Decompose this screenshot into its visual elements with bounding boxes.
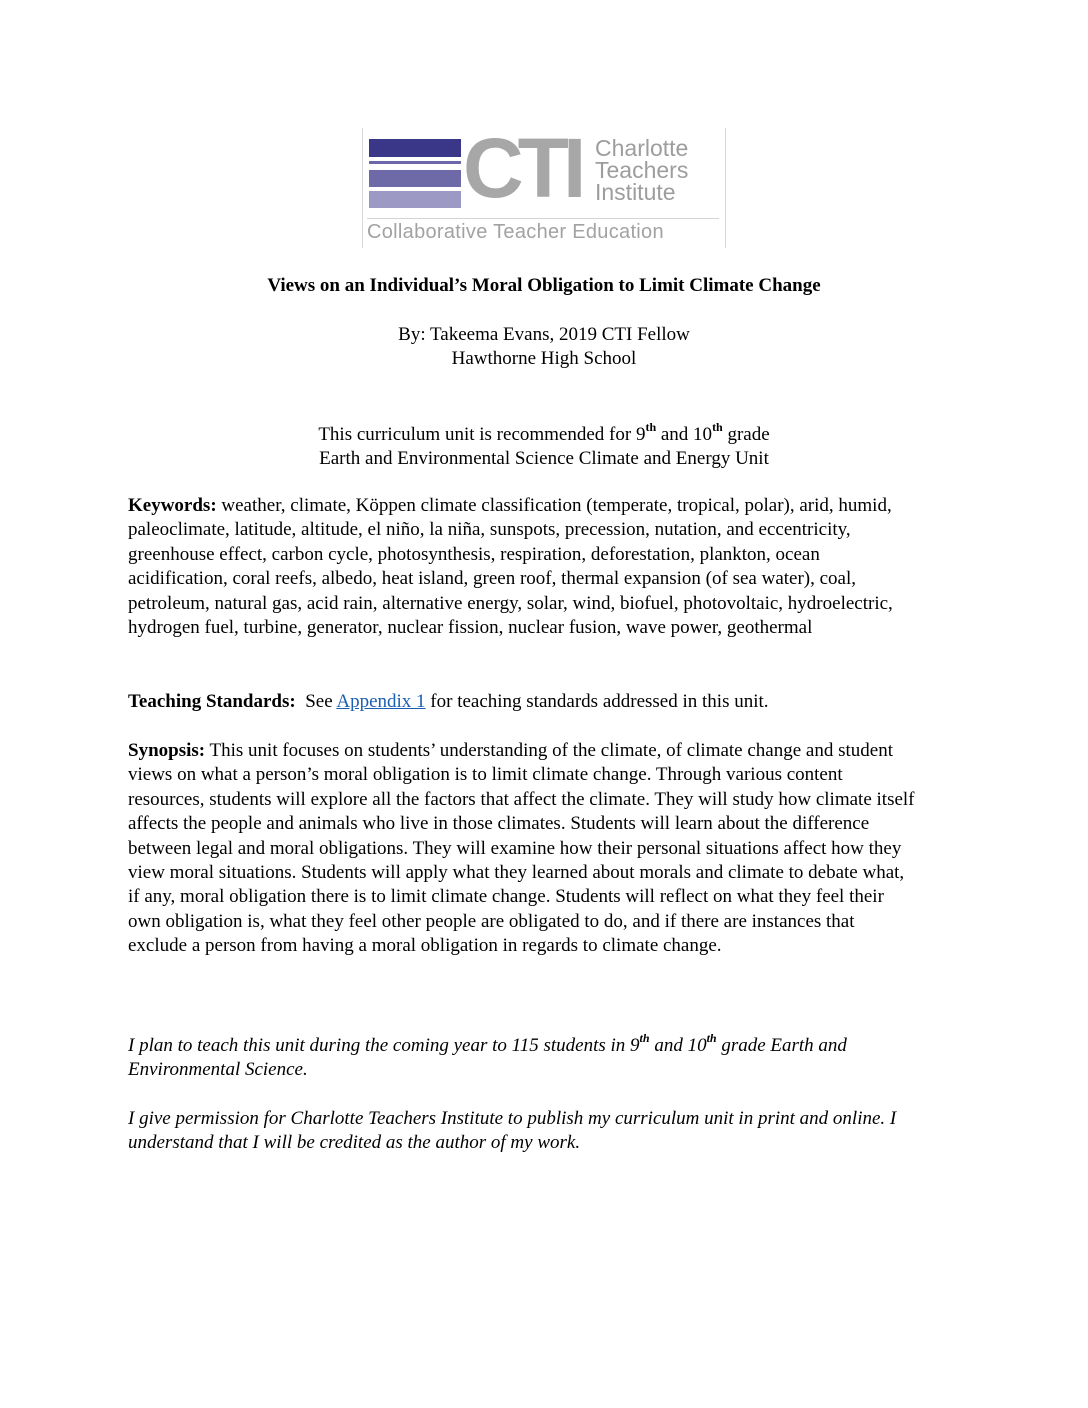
teaching-plan-statement: I plan to teach this unit during the coming year to 115 students in 9th and 10th grade Earth and Environmental Science.: [128, 1030, 847, 1081]
keywords-text: weather, climate, Köppen climate classification (temperate, tropical, polar), arid, humid, paleoclimate, latitude, altitude, el niño, la niña, sunspots, precession, nutation, and eccentricity, greenhouse effect, carbon cycle, photosynthesis, respiration, deforestation, plankton, ocean acidification, coral reefs, albedo, heat island, green roof, thermal expansion (of sea water), coal, petroleum, natural gas, acid rain, alternative energy, solar, wind, biofuel, photovoltaic, hydroelectric, hydrogen fuel, turbine, generator, nuclear fission, nuclear fusion, wave power, geothermal: [128, 495, 893, 639]
keywords-paragraph: [128, 494, 918, 640]
logo-name-line: Charlotte: [595, 135, 689, 161]
appendix-1-link[interactable]: Appendix 1: [336, 691, 426, 712]
byline: [0, 323, 1088, 371]
synopsis-label: Synopsis:: [128, 740, 206, 761]
logo-name-line: Teachers: [595, 157, 689, 183]
keywords-label: Keywords:: [128, 495, 217, 516]
document-title: Views on an Individual’s Moral Obligation to Limit Climate Change: [267, 275, 821, 296]
logo-acronym: CTI: [463, 121, 581, 215]
synopsis-text: This unit focuses on students’ understanding of the climate, of climate change and student views on what a person’s moral obligation is to limit climate change. Through various content resources, students will explore all the factors that affect the climate. They will study how climate itself affects the people and animals who live in those climates. Students will learn about the difference between legal and moral obligations. They will examine how their personal situations affect how they view moral situations. Students will apply what they learned about morals and climate to debate what, if any, moral obligation there is to limit climate change. Students will reflect on what they feel their own obligation is, what they feel other people are obligated to do, and if there are instances that exclude a person from having a moral obligation in regards to climate change.: [128, 740, 915, 957]
logo-stripe: [369, 191, 461, 208]
logo-stripe: [369, 170, 461, 187]
permission-statement: I give permission for Charlotte Teachers Institute to publish my curriculum unit in print and online. I understand that I will be credited as the author of my work.: [128, 1108, 897, 1154]
logo-name-line: Institute: [595, 179, 676, 205]
synopsis-paragraph: [128, 739, 918, 959]
logo-institute-name: [595, 137, 723, 203]
cti-logo: [362, 121, 726, 248]
logo-tagline: Collaborative Teacher Education: [367, 218, 719, 244]
recommendation-line: This curriculum unit is recommended for 9th and 10th grade: [318, 419, 770, 445]
school-line: Hawthorne High School: [451, 348, 637, 369]
author-line: By: Takeema Evans, 2019 CTI Fellow: [398, 324, 690, 345]
logo-stripe: [369, 139, 461, 157]
logo-stripe: [369, 161, 461, 164]
logo-stripes-graphic: [369, 139, 461, 209]
grade-recommendation: [0, 419, 1088, 471]
standards-label: Teaching Standards:: [128, 691, 296, 712]
teaching-standards-paragraph: Teaching Standards: See Appendix 1 for teaching standards addressed in this unit.: [128, 691, 769, 712]
unit-name-line: Earth and Environmental Science Climate and Energy Unit: [319, 448, 769, 469]
